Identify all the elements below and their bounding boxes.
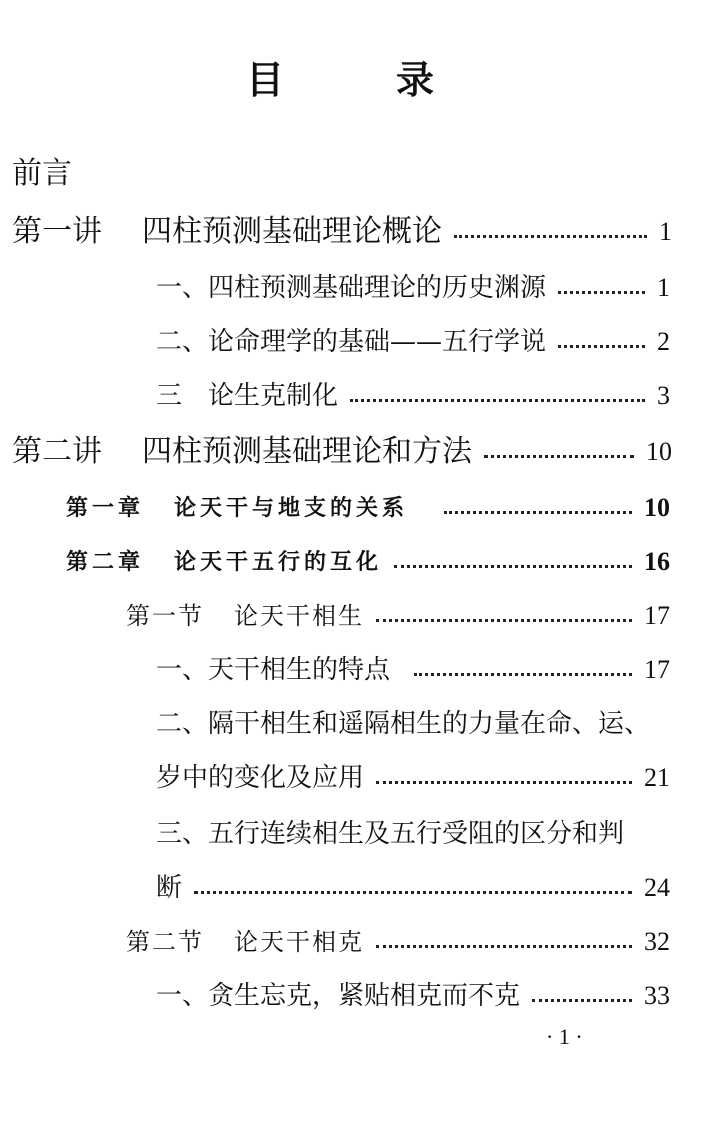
dot-leader xyxy=(454,235,647,238)
toc-entry-label: 二、论命理学的基础——五行学说 xyxy=(156,327,547,357)
toc-title xyxy=(0,50,713,110)
toc-page-number: 10 xyxy=(644,493,670,522)
toc-entry-chapter-1[interactable] xyxy=(66,486,670,530)
toc-entry-chapter-2[interactable] xyxy=(66,540,670,584)
dot-leader xyxy=(376,781,632,784)
toc-entry-s1-item-2-line-1[interactable]: 二、隔干相生和遥隔相生的力量在命、运、 xyxy=(156,709,651,739)
toc-entry-s1-item-3-line-1[interactable]: 三、五行连续相生及五行受阻的区分和判 xyxy=(156,819,625,849)
dot-leader xyxy=(376,945,632,948)
toc-entry-label xyxy=(12,210,442,254)
toc-page-number: 1 xyxy=(657,273,670,302)
toc-entry-label xyxy=(126,594,364,638)
toc-entry-preface[interactable] xyxy=(12,152,672,196)
toc-page-number: 10 xyxy=(646,437,672,466)
toc-entry-number: 第二节 xyxy=(126,928,204,956)
toc-page-number: 2 xyxy=(657,327,670,356)
toc-entry-label xyxy=(126,920,364,964)
toc-page-number: 16 xyxy=(644,547,670,576)
dot-leader xyxy=(484,455,634,458)
toc-page-number: 24 xyxy=(644,873,670,902)
toc-entry-title: 四柱预测基础理论概论 xyxy=(142,214,442,249)
dot-leader xyxy=(350,399,645,402)
toc-entry-label: 一、贪生忘克，紧贴相克而不克 xyxy=(156,981,521,1011)
toc-entry-lecture-2[interactable] xyxy=(12,430,672,474)
toc-entry-number: 第一节 xyxy=(126,602,204,630)
toc-entry-s1-item-3[interactable] xyxy=(156,866,670,910)
toc-entry-section-2[interactable] xyxy=(126,920,670,964)
toc-entry-label: 岁中的变化及应用 xyxy=(156,763,365,793)
dot-leader xyxy=(194,891,632,894)
toc-entry-number: 第二讲 xyxy=(12,434,102,469)
toc-entry-label xyxy=(66,540,382,584)
dot-leader xyxy=(558,345,645,348)
toc-entry-s1-item-2[interactable] xyxy=(156,756,670,800)
toc-entry-title: 论天干五行的互化 xyxy=(174,549,383,575)
toc-entry-label xyxy=(66,486,408,530)
toc-page-number: 1 xyxy=(659,217,672,246)
toc-entry-title: 论天干与地支的关系 xyxy=(174,495,409,521)
toc-entry-number: 第一讲 xyxy=(12,214,102,249)
toc-entry-label xyxy=(12,430,472,474)
toc-entry-title: 论天干相克 xyxy=(234,928,364,956)
toc-page-number: 17 xyxy=(644,601,670,630)
toc-entry-l1-item-3[interactable] xyxy=(156,374,670,418)
toc-entry-l1-item-2[interactable] xyxy=(156,320,670,364)
toc-page-number: 21 xyxy=(644,763,670,792)
toc-entry-s2-item-1[interactable] xyxy=(156,974,670,1018)
toc-title-char-1: 目 xyxy=(246,58,285,102)
toc-entry-label: 一、天干相生的特点 xyxy=(156,655,391,685)
toc-entry-s1-item-1[interactable] xyxy=(156,648,670,692)
toc-entry-title: 论天干相生 xyxy=(234,602,364,630)
dot-leader xyxy=(532,999,632,1002)
toc-entry-section-1[interactable] xyxy=(126,594,670,638)
dot-leader xyxy=(376,619,632,622)
dot-leader xyxy=(444,511,632,514)
dot-leader xyxy=(394,565,632,568)
toc-entry-label: 断 xyxy=(156,873,183,903)
toc-entry-label: 一、四柱预测基础理论的历史渊源 xyxy=(156,273,547,303)
toc-page-number: 17 xyxy=(644,655,670,684)
toc-entry-l1-item-1[interactable] xyxy=(156,266,670,310)
dot-leader xyxy=(558,291,645,294)
page-number-footer: · 1 · xyxy=(546,1024,583,1049)
toc-page-number: 3 xyxy=(657,381,670,410)
toc-page-number: 32 xyxy=(644,927,670,956)
toc-title-char-2: 录 xyxy=(396,58,435,102)
toc-entry-title: 四柱预测基础理论和方法 xyxy=(142,434,472,469)
dot-leader xyxy=(414,673,632,676)
toc-entry-number: 第二章 xyxy=(66,549,145,575)
toc-entry-number: 第一章 xyxy=(66,495,145,521)
toc-entry-label: 前言 xyxy=(12,156,72,191)
toc-entry-lecture-1[interactable] xyxy=(12,210,672,254)
toc-entry-label: 三 论生克制化 xyxy=(156,381,339,411)
toc-page-number: 33 xyxy=(644,981,670,1010)
